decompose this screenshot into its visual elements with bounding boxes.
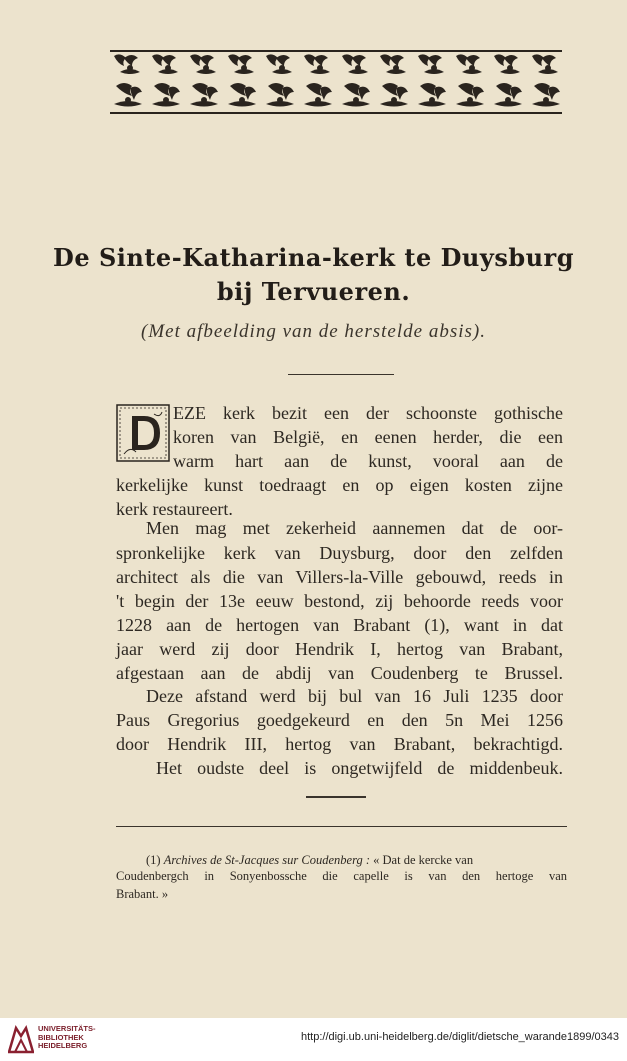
footnote-line: Brabant. »	[116, 887, 169, 901]
body-line: warm hart aan de kunst, vooral aan de	[173, 451, 563, 471]
body-line: Paus Gregorius goedgekeurd en den 5n Mei 1256	[116, 710, 563, 730]
body-line: Deze afstand werd bij bul van 16 Juli 1235 door	[146, 686, 563, 706]
body-line: 1228 aan de hertogen van Brabant (1), want in dat	[116, 615, 563, 635]
body-line: kerk restaureert.	[116, 499, 233, 519]
footnote-line: Coudenbergch in Sonyenbossche die capelle is van den hertoge van	[116, 869, 567, 883]
footnote-source: Archives de St-Jacques sur Coudenberg :	[163, 853, 371, 867]
footnote-quote: « Dat de kercke van	[373, 853, 474, 867]
initial-letter-d-icon	[116, 404, 170, 462]
university-seal-icon[interactable]	[8, 1024, 34, 1054]
body-line: kerkelijke kunst toedraagt en op eigen kosten zijne	[116, 475, 563, 495]
library-logo-text[interactable]: UNIVERSITÄTS- BIBLIOTHEK HEIDELBERG	[38, 1024, 96, 1050]
footnote-line	[146, 852, 473, 868]
body-line: afgestaan aan de abdij van Coudenberg te Brussel.	[116, 663, 563, 683]
body-line: Men mag met zekerheid aannemen dat de oor-	[146, 518, 563, 538]
body-line: koren van België, en eenen herder, die een	[173, 427, 563, 447]
body-line: 't begin der 13e eeuw bestond, zij behoorde reeds voor	[116, 591, 563, 611]
body-line: architect als die van Villers-la-Ville gebouwd, reeds in	[116, 567, 563, 587]
page-subtitle: (Met afbeelding van de herstelde absis).	[141, 321, 486, 342]
source-url-link[interactable]: http://digi.ub.uni-heidelberg.de/diglit/dietsche_warande1899/0343	[300, 1031, 619, 1043]
footnote-separator	[116, 826, 567, 827]
body-line: Het oudste deel is ongetwijfeld de middenbeuk.	[156, 758, 563, 778]
body-line: jaar werd zij door Hendrik I, hertog van Brabant,	[116, 639, 563, 659]
title-divider	[288, 374, 394, 375]
body-line: EZE kerk bezit een der schoonste gothische	[173, 403, 563, 423]
body-line: spronkelijke kerk van Duysburg, door den zelfden	[116, 543, 563, 563]
ornament-band-icon	[110, 50, 562, 116]
body-line: door Hendrik III, hertog van Brabant, bekrachtigd.	[116, 734, 563, 754]
footnote-marker: (1)	[146, 853, 161, 867]
page-title: De Sinte-Katharina-kerk te Duysburg	[53, 243, 574, 272]
body-end-divider	[306, 796, 366, 798]
page-title-line2: bij Tervueren.	[216, 277, 411, 306]
